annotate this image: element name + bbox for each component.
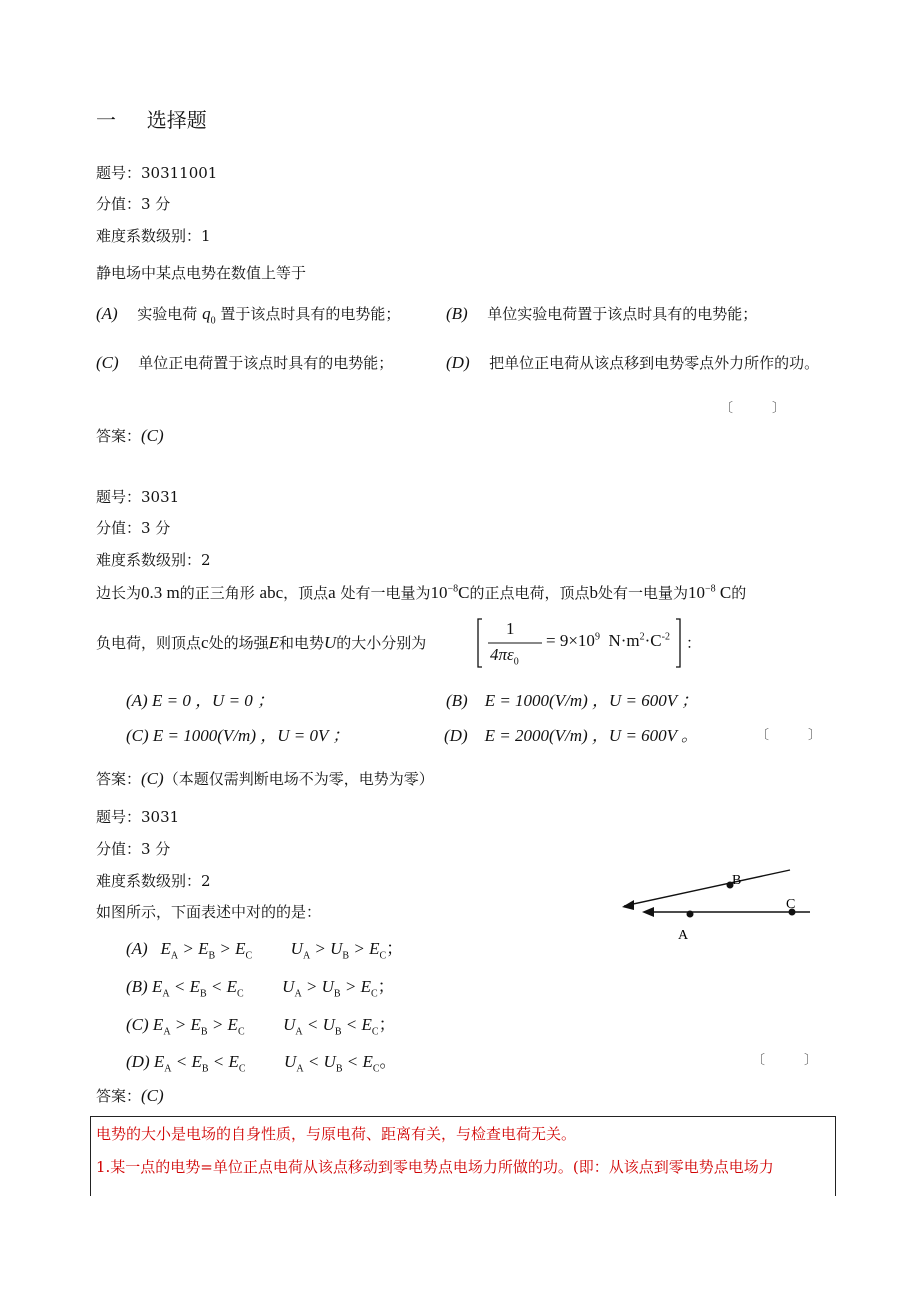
q3-option-c: (C) $E_A > E_B > E_C$ $U_A < U_B < E_C$； (126, 1015, 396, 1038)
formula-numerator: 1 (506, 619, 515, 638)
q1-option-b: (B) 单位实验电荷置于该点时具有的电势能； (446, 304, 758, 323)
q2-option-a: (A) E = 0 ，U = 0 ； (126, 691, 275, 710)
q3-stem: 如图所示，下面表述中对的的是： (96, 903, 322, 921)
q3-score: 分值：3 分 (96, 840, 171, 858)
q1-stem: 静电场中某点电势在数值上等于 (96, 264, 307, 282)
q2-answer: 答案：(C)（本题仅需判断电场不为零，电势为零） (96, 769, 434, 788)
label-c: C (786, 897, 796, 912)
arrow-head-lower-icon (642, 907, 654, 917)
label-a: A (678, 928, 689, 943)
q2-stem-end: ： (686, 634, 702, 652)
q3-option-b: (B) $E_A < E_B < E_C$ $U_A > U_B > E_C$； (126, 977, 395, 1000)
q1-difficulty: 难度系数级别：1 (96, 227, 211, 245)
q1-answer-bracket: 〔 〕 (720, 401, 786, 416)
explanation-line-1: 电势的大小是电场的自身性质，与原电荷、距离有关，与检查电荷无关。 (96, 1125, 577, 1143)
label-b: B (732, 873, 742, 888)
q2-score: 分值：3 分 (96, 519, 171, 537)
q1-option-a: (A) 实验电荷 $q_0$ 置于该点时具有的电势能； (96, 304, 401, 327)
q3-difficulty: 难度系数级别：2 (96, 872, 211, 890)
point-a (687, 911, 694, 918)
q2-difficulty: 难度系数级别：2 (96, 551, 211, 569)
q3-answer-bracket: 〔 〕 (752, 1053, 818, 1068)
q2-option-b: (B) E = 1000(V/m) ，U = 600V ； (446, 691, 699, 710)
q3-figure (612, 860, 822, 950)
formula-denominator: $4\pi\varepsilon_0$ (490, 645, 519, 668)
q2-option-d: (D) E = 2000(V/m) ，U = 600V 。 (444, 726, 698, 745)
q2-id: 题号：3031 (96, 488, 180, 506)
q2-answer-bracket: 〔 〕 (756, 728, 822, 743)
q2-option-c: (C) E = 1000(V/m) ，U = 0V ； (126, 726, 350, 745)
formula-rhs: = $9\times 10^9$ $N\cdot m^2\cdot C^{-2}$ (546, 631, 670, 650)
q2-stem-line1: 边长为0.3 m的正三角形 abc，顶点a 处有一电量为$10^{-8}C$的正点电荷，顶点b处有一电量为$10^{-8}$ C的 (96, 583, 747, 602)
section-title (96, 104, 207, 133)
q1-score: 分值：3 分 (96, 195, 171, 213)
q1-answer: 答案：(C) (96, 426, 164, 445)
q3-option-d: (D) $E_A < E_B < E_C$ $U_A < U_B < E_C$。 (126, 1052, 397, 1075)
q3-answer: 答案：(C) (96, 1086, 164, 1105)
q1-option-c: (C) 单位正电荷置于该点时具有的电势能； (96, 353, 394, 372)
q1-id: 题号：30311001 (96, 164, 218, 182)
section-name: 选择题 (146, 108, 207, 132)
q2-stem-line2: 负电荷，则顶点c处的场强E和电势U的大小分别为 (96, 633, 427, 652)
field-line-upper (624, 870, 790, 906)
section-number: 一 (96, 108, 116, 132)
q3-id: 题号：3031 (96, 808, 180, 826)
q3-option-a: (A) $E_A > E_B > E_C$ $U_A > U_B > E_C$； (126, 939, 404, 962)
arrow-head-upper-icon (622, 900, 634, 910)
q1-option-d: (D) 把单位正电荷从该点移到电势零点外力所作的功。 (446, 353, 820, 372)
q1-var-q: $q_0$ (202, 304, 216, 327)
explanation-line-2: 1.某一点的电势=单位正点电荷从该点移动到零电势点电场力所做的功。(即：从该点到零电势点电场力 (96, 1158, 774, 1176)
q2-formula (476, 617, 684, 669)
